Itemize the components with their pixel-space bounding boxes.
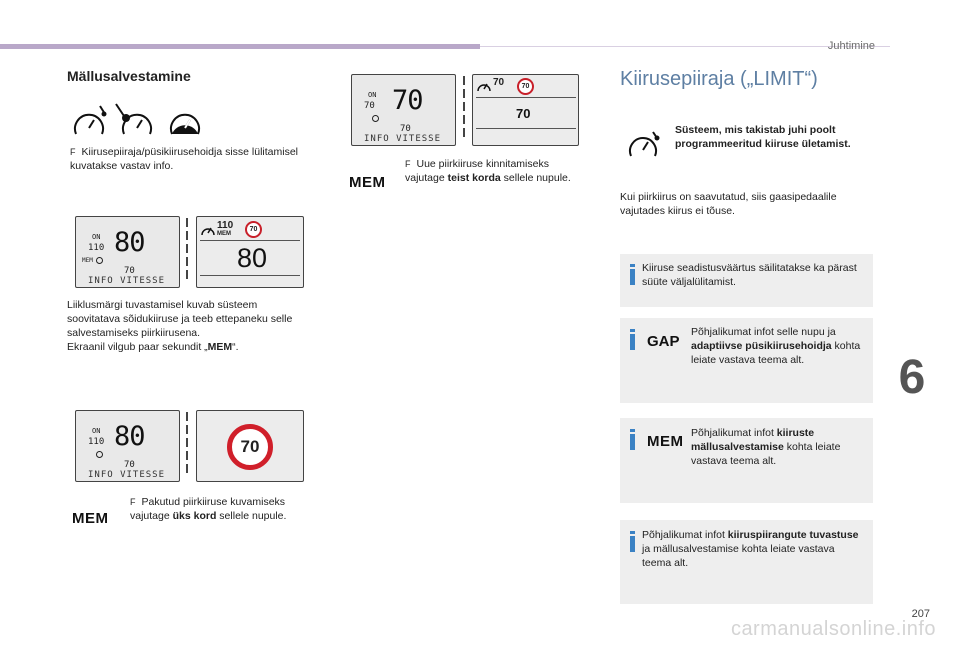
page-number: 207 <box>911 608 930 620</box>
info-icon <box>630 334 635 350</box>
on-label: ON <box>368 91 377 99</box>
on-label: ON <box>92 233 101 241</box>
step2-text <box>130 495 310 523</box>
memorisation-title: Mällusalvestamine <box>67 68 191 84</box>
mem-tag: MEM <box>82 257 93 264</box>
info-box-4-bold: kiiruspiirangute tuvastuse <box>727 529 859 541</box>
current-speed: 80 <box>237 243 268 273</box>
cluster-screen-3-zoom <box>472 74 579 146</box>
divider <box>200 275 300 276</box>
on-label: ON <box>92 427 101 435</box>
step3-bold: teist korda <box>447 172 501 184</box>
separator <box>463 76 466 141</box>
divider <box>200 240 300 241</box>
gap-button-icon: GAP <box>647 333 680 350</box>
info-box-1 <box>620 254 873 307</box>
info-box-3-label: Põhjalikumat infot <box>691 427 777 439</box>
step1-text <box>70 145 300 173</box>
separator <box>186 218 189 283</box>
info-icon <box>630 434 635 450</box>
step2-end: sellele nupule. <box>216 510 287 522</box>
info-box-4-text <box>642 528 864 570</box>
separator <box>186 412 189 477</box>
cluster-screen-2 <box>75 410 180 482</box>
watermark: carmanualsonline.info <box>730 618 936 640</box>
cluster-screen-2-zoom <box>196 410 304 482</box>
mem-button-1: MEM <box>72 510 109 527</box>
speedometer-limit-icon <box>627 128 661 160</box>
step3-label: Uue piirkiiruse kinnitamiseks vajutage <box>405 158 549 184</box>
limiter-intro: Süsteem, mis takistab juhi poolt programmeeritud kiiruse ületamist. <box>675 124 851 150</box>
set-speed: 70 <box>364 101 375 111</box>
limit-value: 70 <box>124 460 135 470</box>
info-text: INFO VITESSE <box>88 470 166 480</box>
speedometer-icon <box>477 81 491 92</box>
speedometer-sequence-icon <box>72 102 207 138</box>
limit-value: 70 <box>400 124 411 134</box>
speed-limit-sign: 70 <box>227 424 273 470</box>
minus-icon <box>96 451 103 458</box>
info-box-2-text <box>691 325 866 367</box>
current-speed: 80 <box>114 227 145 258</box>
bullet-marker: F <box>130 497 136 507</box>
info-box-4-label: Põhjalikumat infot <box>642 529 728 541</box>
header-accent-bar <box>0 44 480 49</box>
speedometer-icon <box>201 225 215 236</box>
info-box-3 <box>620 418 873 503</box>
current-speed: 70 <box>392 85 423 116</box>
set-speed: 110 <box>88 437 105 447</box>
mem-button-icon: MEM <box>647 433 684 450</box>
info-box-2-label: Põhjalikumat infot selle nupu ja <box>691 326 836 338</box>
cluster-screen-1 <box>75 216 180 288</box>
section-label: Juhtimine <box>827 40 875 52</box>
info-icon <box>630 536 635 552</box>
current-speed: 80 <box>114 421 145 452</box>
info-box-1-text: Kiiruse seadistusväärtus säilitatakse ka pärast süüte väljalülitamist. <box>642 262 857 288</box>
step1-label: Kiirusepiiraja/püsikiirusehoidja sisse lülitamisel kuvatakse vastav info. <box>70 146 299 172</box>
info-text: INFO VITESSE <box>88 276 166 286</box>
step3-text <box>405 157 590 185</box>
flash-text-end: “. <box>232 341 239 353</box>
limit-value: 70 <box>124 266 135 276</box>
current-speed: 70 <box>516 106 531 121</box>
set-speed: 70 <box>493 77 505 88</box>
info-box-2-bold: adaptiivse püsikiirusehoidja <box>691 340 832 352</box>
mem-tag: MEM <box>217 231 231 237</box>
step2-bold: üks kord <box>172 510 217 522</box>
minus-icon <box>96 257 103 264</box>
step3-end: sellele nupule. <box>500 172 571 184</box>
divider <box>476 97 576 98</box>
info-box-3-text <box>691 426 866 468</box>
chapter-number: 6 <box>898 351 926 404</box>
cluster-screen-1-zoom <box>196 216 304 288</box>
limiter-title: Kiirusepiiraja („LIMIT“) <box>620 68 818 90</box>
info-box-4 <box>620 520 873 604</box>
detection-text: Liiklusmärgi tuvastamisel kuvab süsteem soovitatava sõidukiiruse ja teeb ettepaneku selle salvestamiseks piirkiirusena. <box>67 299 293 339</box>
info-text: INFO VITESSE <box>364 134 442 144</box>
step2-label: Pakutud piirkiiruse kuvamiseks vajutage <box>130 496 286 522</box>
set-speed: 110 <box>217 220 234 231</box>
info-box-4-end: ja mällusalvestamise kohta leiate vastava teema alt. <box>642 543 835 569</box>
speed-limit-sign: 70 <box>245 221 262 238</box>
bullet-marker: F <box>70 147 76 157</box>
info-box-2-end: kohta leiate vastava teema alt. <box>691 340 861 366</box>
flash-mem-text: MEM <box>207 341 233 353</box>
limiter-paragraph: Kui piirkiirus on saavutatud, siis gaasipedaalile vajutades kiirus ei tõuse. <box>620 191 837 217</box>
info-icon <box>630 269 635 285</box>
mem-button-2: MEM <box>349 174 386 191</box>
detection-paragraph <box>67 298 307 354</box>
bullet-marker: F <box>405 159 411 169</box>
info-box-3-end: kohta leiate vastava teema alt. <box>691 441 841 467</box>
info-box-3-bold: kiiruste mällusalvestamise <box>691 427 815 453</box>
speed-limit-sign: 70 <box>517 78 534 95</box>
set-speed: 110 <box>88 243 105 253</box>
flash-text: Ekraanil vilgub paar sekundit „ <box>67 341 208 353</box>
cluster-screen-3 <box>351 74 456 146</box>
minus-icon <box>372 115 379 122</box>
divider <box>476 128 576 129</box>
info-box-2 <box>620 318 873 403</box>
